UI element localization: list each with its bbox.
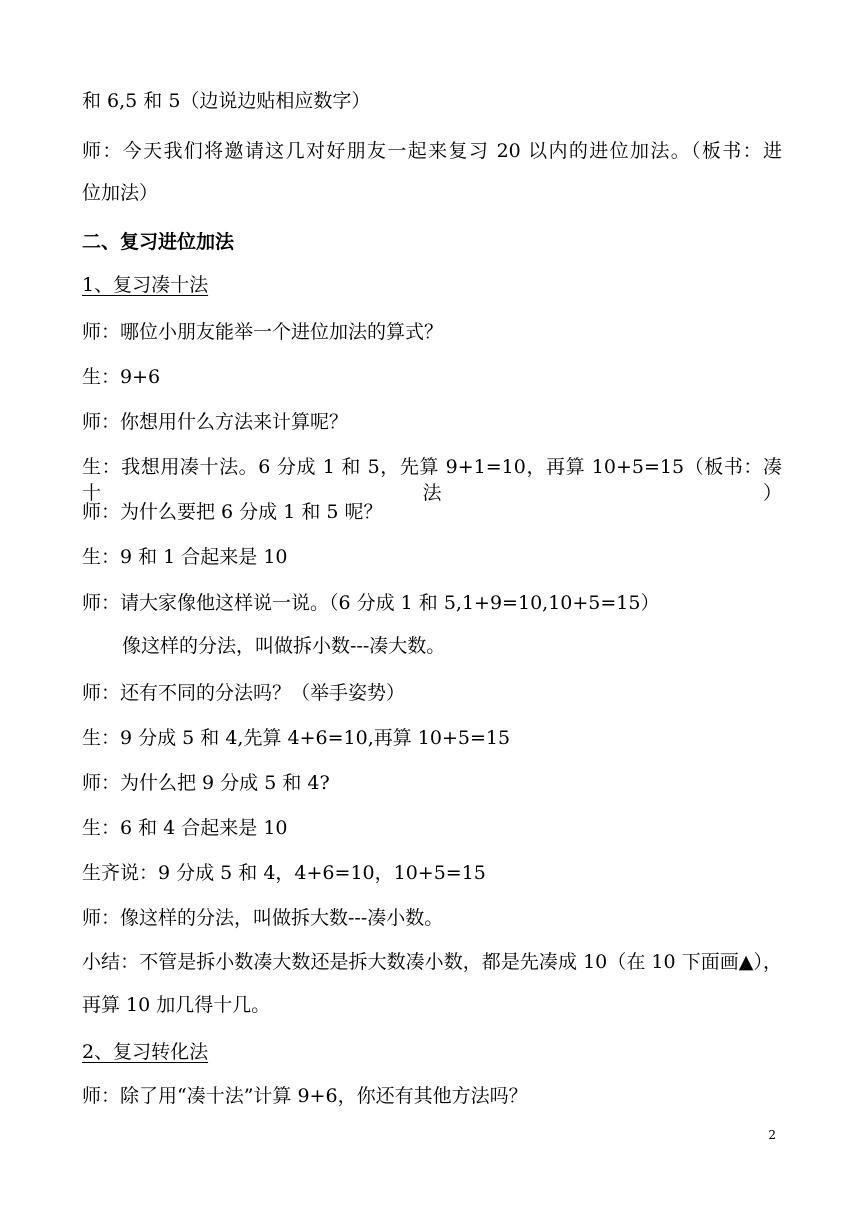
text-line: 生：9 和 1 合起来是 10	[82, 546, 288, 568]
text-line: 小结：不管是拆小数凑大数还是拆大数凑小数，都是先凑成 10（在 10 下面画▲），	[82, 951, 782, 973]
text-line: 生齐说：9 分成 5 和 4，4+6=10，10+5=15	[82, 862, 486, 884]
section-heading: 二、复习进位加法	[82, 231, 235, 253]
text-line: 生：9 分成 5 和 4,先算 4+6=10,再算 10+5=15	[82, 727, 511, 749]
text-line: 师：为什么把 9 分成 5 和 4?	[82, 772, 330, 794]
text-line: 师：请大家像他这样说一说。（6 分成 1 和 5,1+9=10,10+5=15）	[82, 592, 660, 614]
text-line: 和 6,5 和 5（边说边贴相应数字）	[82, 90, 371, 112]
text-line: 像这样的分法，叫做拆小数---凑大数。	[122, 635, 446, 657]
text-line: 师：哪位小朋友能举一个进位加法的算式？	[82, 321, 444, 343]
text-line: 师：你想用什么方法来计算呢？	[82, 411, 349, 433]
subsection-heading: 2、复习转化法	[82, 1041, 209, 1063]
text-line: 生：9+6	[82, 366, 161, 388]
text-line: 生：6 和 4 合起来是 10	[82, 817, 288, 839]
page-number: 2	[768, 1128, 776, 1142]
text-line: 生：我想用凑十法。6 分成 1 和 5，先算 9+1=10，再算 10+5=15（板书：凑十法）	[82, 456, 782, 504]
text-line: 师：除了用“凑十法”计算 9+6，你还有其他方法吗？	[82, 1085, 528, 1107]
text-line: 师：为什么要把 6 分成 1 和 5 呢？	[82, 501, 383, 523]
text-line: 师：还有不同的分法吗？（举手姿势）	[82, 682, 406, 704]
text-line: 再算 10 加几得十几。	[82, 994, 271, 1016]
text-line: 位加法）	[82, 182, 159, 204]
subsection-heading: 1、复习凑十法	[82, 274, 209, 296]
text-line: 师：像这样的分法，叫做拆大数---凑小数。	[82, 907, 444, 929]
text-line: 师：今天我们将邀请这几对好朋友一起来复习 20 以内的进位加法。（板书：进	[82, 140, 782, 162]
